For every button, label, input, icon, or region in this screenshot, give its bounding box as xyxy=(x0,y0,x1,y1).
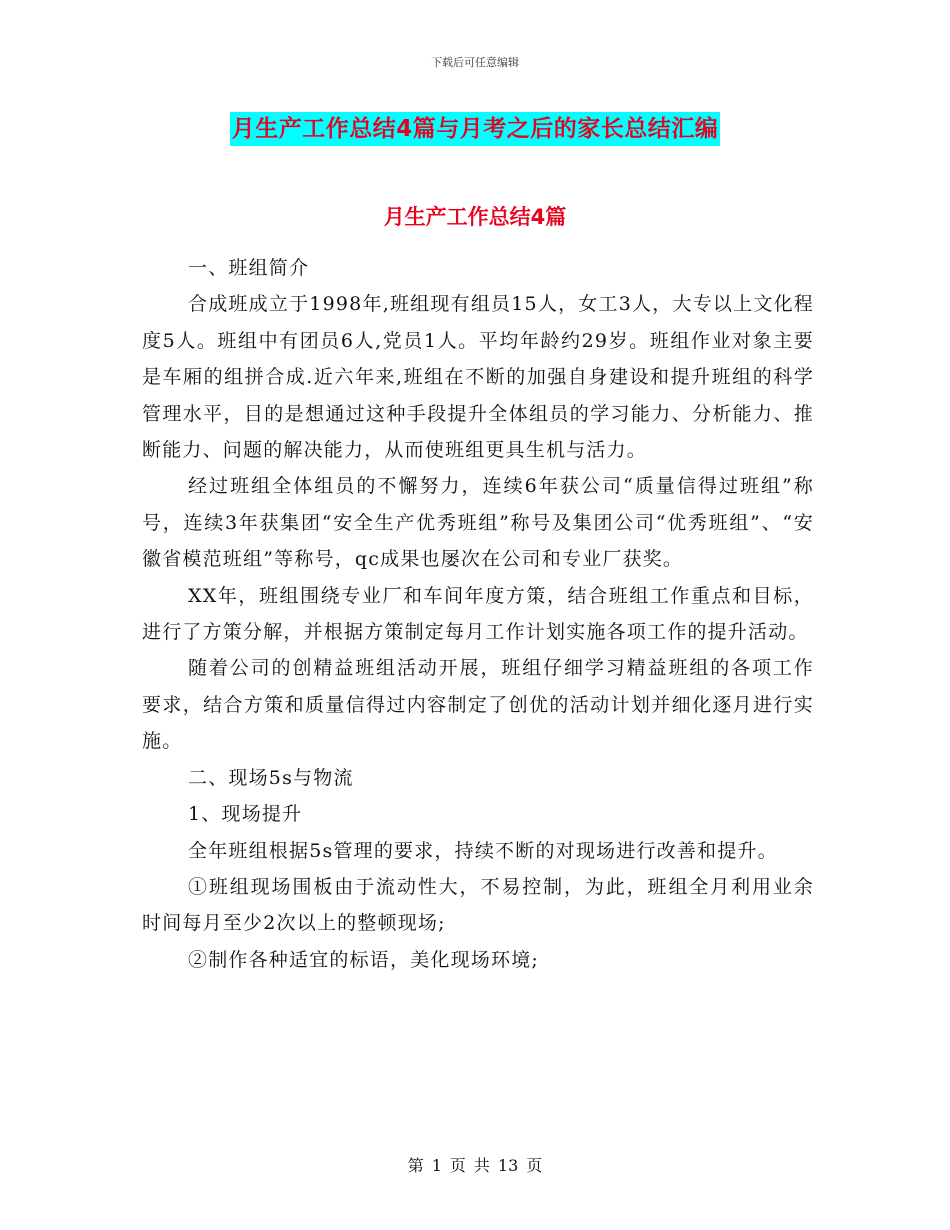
list-item-enclosure: ①班组现场围板由于流动性大，不易控制，为此，班组全月利用业余时间每月至少2次以上的整顿现场; xyxy=(142,875,814,935)
footer-page-unit: 页 xyxy=(449,1156,466,1175)
header-note: 下载后可任意编辑 xyxy=(431,56,519,69)
paragraph-5s-management: 全年班组根据5s管理的要求，持续不断的对现场进行改善和提升。 xyxy=(188,839,778,862)
paragraph-honors: 经过班组全体组员的不懈努力，连续6年获公司“质量信得过班组”称号，连续3年获集团“安全生产优秀班组”称号及集团公司“优秀班组”、“安徽省模范班组”等称号，qc成果也屡次在公司和专业厂获奖。 xyxy=(142,475,814,571)
section-title: 月生产工作总结4篇 xyxy=(383,205,567,229)
page-footer xyxy=(0,1153,950,1176)
footer-total-label: 共 xyxy=(473,1156,490,1175)
document-body xyxy=(142,250,814,978)
footer-page-number: 1 xyxy=(431,1156,442,1175)
footer-total-pages: 13 xyxy=(497,1156,519,1175)
paragraph-team-overview: 合成班成立于1998年,班组现有组员15人，女工3人，大专以上文化程度5人。班组中有团员6人,党员1人。平均年龄约29岁。班组作业对象主要是车厢的组拼合成.近六年来,班组在不断的加强自身建设和提升班组的科学管理水平，目的是想通过这种手段提升全体组员的学习能力、分析能力、推断能力、问题的解决能力，从而使班组更具生机与活力。 xyxy=(142,293,814,462)
heading-team-intro: 一、班组简介 xyxy=(188,257,310,279)
paragraph-lean-team: 随着公司的创精益班组活动开展，班组仔细学习精益班组的各项工作要求，结合方策和质量信得过内容制定了创优的活动计划并细化逐月进行实施。 xyxy=(142,657,814,753)
footer-page-label: 第 xyxy=(407,1156,424,1175)
heading-site-5s: 二、现场5s与物流 xyxy=(188,766,354,789)
main-title: 月生产工作总结4篇与月考之后的家长总结汇编 xyxy=(230,112,721,146)
paragraph-annual-plan: XX年，班组围绕专业厂和车间年度方策，结合班组工作重点和目标，进行了方策分解，并根据方策制定每月工作计划实施各项工作的提升活动。 xyxy=(142,584,814,644)
heading-site-improvement: 1、现场提升 xyxy=(188,803,303,826)
list-item-slogans: ②制作各种适宜的标语，美化现场环境; xyxy=(188,948,540,971)
footer-total-unit: 页 xyxy=(526,1156,543,1175)
main-title-container xyxy=(0,112,950,146)
